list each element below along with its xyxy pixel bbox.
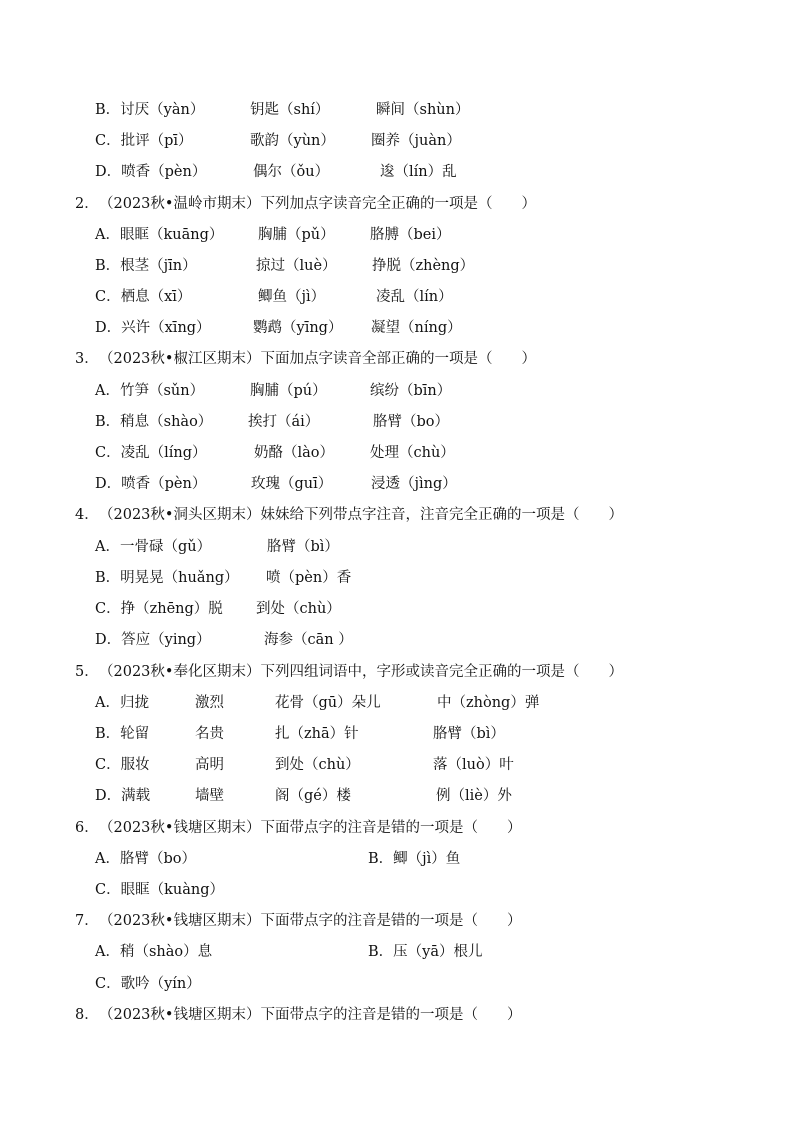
option-text: C．栖息（xī）: [95, 289, 192, 305]
option-line: [0, 223, 794, 247]
option-line: [0, 129, 794, 153]
option-text: 玫瑰（guī）: [251, 476, 333, 492]
option-line: [0, 566, 794, 590]
option-text: D．满载: [95, 788, 151, 804]
option-text: B．鲫（jì）鱼: [368, 851, 461, 867]
option-text: A．竹笋（sǔn）: [95, 383, 205, 399]
option-text: 鲫鱼（jì）: [258, 289, 326, 305]
option-text: D．兴许（xīng）: [95, 320, 211, 336]
option-line: [0, 753, 794, 777]
option-text: 中（zhòng）弹: [437, 695, 540, 711]
question-number: 4．: [75, 507, 99, 523]
option-text: 到处（chù）: [275, 757, 360, 773]
option-text: A．稍（shào）息: [95, 944, 213, 960]
option-line: [0, 285, 794, 309]
option-text: 凌乱（lín）: [376, 289, 453, 305]
option-line: [0, 784, 794, 808]
option-text: 瞬间（shùn）: [376, 102, 470, 118]
option-text: B．压（yā）根儿: [368, 944, 483, 960]
option-line: [0, 535, 794, 559]
option-line: [0, 597, 794, 621]
question-text: （2023秋•温岭市期末）下列加点字读音完全正确的一项是（ ）: [99, 196, 536, 212]
option-line: [0, 410, 794, 434]
question-text: （2023秋•钱塘区期末）下面带点字的注音是错的一项是（ ）: [99, 820, 522, 836]
option-line: [0, 98, 794, 122]
question-text: （2023秋•钱塘区期末）下面带点字的注音是错的一项是（ ）: [99, 913, 522, 929]
question-2: [0, 192, 794, 216]
option-text: 挨打（ái）: [248, 414, 320, 430]
option-text: 凝望（níng）: [371, 320, 462, 336]
question-number: 3．: [75, 351, 99, 367]
option-text: C．挣（zhēng）脱: [95, 601, 223, 617]
question-number: 6．: [75, 820, 99, 836]
option-text: 到处（chù）: [256, 601, 341, 617]
option-text: 胳臂（bì）: [267, 539, 339, 555]
option-text: D．喷香（pèn）: [95, 476, 207, 492]
question-number: 8．: [75, 1007, 99, 1023]
option-text: 落（luò）叶: [433, 757, 514, 773]
option-text: 墙壁: [195, 788, 224, 804]
option-text: 钥匙（shí）: [250, 102, 330, 118]
question-6: [0, 816, 794, 840]
option-text: 缤纷（bīn）: [370, 383, 452, 399]
question-4: [0, 503, 794, 527]
option-text: 挣脱（zhèng）: [372, 258, 475, 274]
option-text: 胸脯（pú）: [250, 383, 327, 399]
option-text: D．喷香（pèn）: [95, 164, 207, 180]
option-text: 圈养（juàn）: [371, 133, 461, 149]
question-text: （2023秋•奉化区期末）下列四组词语中，字形或读音完全正确的一项是（ ）: [99, 664, 623, 680]
option-text: 激烈: [195, 695, 224, 711]
question-text: （2023秋•椒江区期末）下面加点字读音全部正确的一项是（ ）: [99, 351, 536, 367]
option-line: [0, 722, 794, 746]
question-number: 7．: [75, 913, 99, 929]
option-line: [0, 160, 794, 184]
option-text: B．讨厌（yàn）: [95, 102, 205, 118]
option-text: 处理（chù）: [370, 445, 455, 461]
option-text: 歌韵（yùn）: [250, 133, 335, 149]
option-text: 胳膊（bei）: [370, 227, 451, 243]
option-text: 扎（zhā）针: [275, 726, 359, 742]
option-line: [0, 940, 794, 964]
option-text: 例（liè）外: [436, 788, 512, 804]
question-number: 5．: [75, 664, 99, 680]
option-text: B．轮留: [95, 726, 150, 742]
option-text: 海参（cān ）: [264, 632, 353, 648]
option-line: [0, 316, 794, 340]
option-text: A．一骨碌（gǔ）: [95, 539, 212, 555]
option-text: C．凌乱（líng）: [95, 445, 207, 461]
option-text: D．答应（ying）: [95, 632, 211, 648]
question-text: （2023秋•钱塘区期末）下面带点字的注音是错的一项是（ ）: [99, 1007, 522, 1023]
option-line: [0, 847, 794, 871]
question-number: 2．: [75, 196, 99, 212]
option-line: [0, 254, 794, 278]
option-text: 喷（pèn）香: [266, 570, 352, 586]
option-text: 花骨（gū）朵儿: [275, 695, 381, 711]
option-text: 偶尔（ǒu）: [253, 164, 330, 180]
option-line: [0, 628, 794, 652]
option-text: C．服妆: [95, 757, 150, 773]
option-line: [0, 472, 794, 496]
option-text: B．明晃晃（huǎng）: [95, 570, 239, 586]
option-text: A．胳臂（bo）: [95, 851, 196, 867]
option-line: [0, 691, 794, 715]
option-line: [0, 878, 794, 902]
option-text: 奶酪（lào）: [254, 445, 335, 461]
question-3: [0, 347, 794, 371]
option-text: 胳臂（bo）: [373, 414, 450, 430]
option-text: 掠过（luè）: [256, 258, 337, 274]
option-text: C．眼眶（kuàng）: [95, 882, 224, 898]
question-8: [0, 1003, 794, 1027]
option-text: 高明: [195, 757, 224, 773]
option-text: A．归拢: [95, 695, 149, 711]
option-text: C．歌吟（yín）: [95, 976, 201, 992]
question-5: [0, 660, 794, 684]
option-line: [0, 379, 794, 403]
option-text: 胸脯（pǔ）: [258, 227, 335, 243]
option-text: B．根茎（jīn）: [95, 258, 197, 274]
question-7: [0, 909, 794, 933]
option-text: 胳臂（bì）: [433, 726, 505, 742]
option-text: 名贵: [195, 726, 224, 742]
option-text: B．稍息（shào）: [95, 414, 213, 430]
option-text: 浸透（jìng）: [371, 476, 457, 492]
question-text: （2023秋•洞头区期末）妹妹给下列带点字注音，注音完全正确的一项是（ ）: [99, 507, 623, 523]
option-line: [0, 441, 794, 465]
option-text: C．批评（pī）: [95, 133, 193, 149]
option-text: 阁（gé）楼: [275, 788, 351, 804]
option-line: [0, 972, 794, 996]
option-text: 鹦鹉（yīng）: [253, 320, 343, 336]
option-text: 逡（lín）乱: [380, 164, 457, 180]
option-text: A．眼眶（kuāng）: [95, 227, 224, 243]
